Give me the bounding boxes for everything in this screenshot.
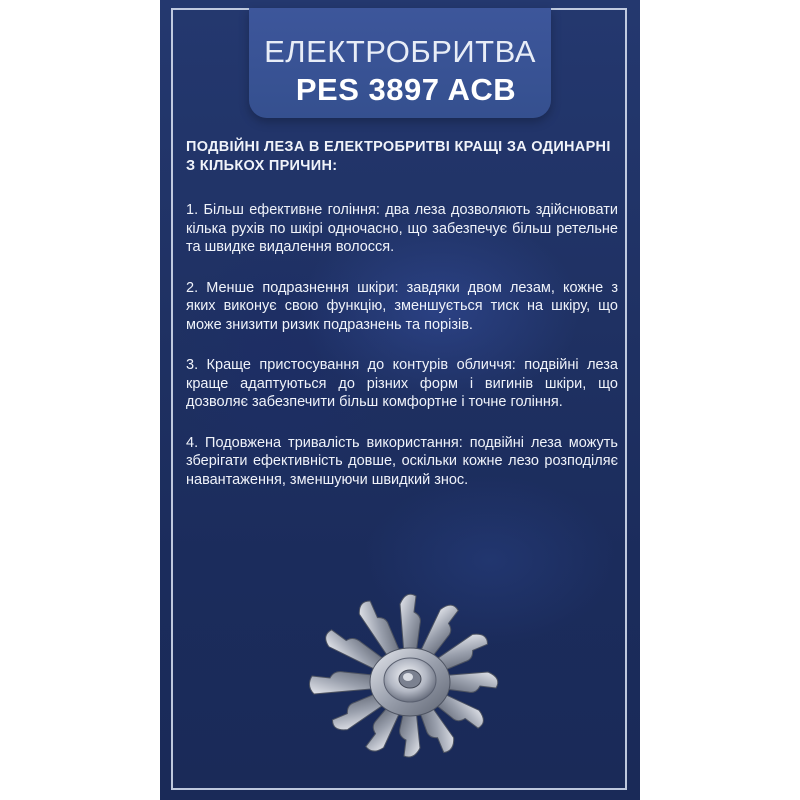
section-heading: ПОДВІЙНІ ЛЕЗА В ЕЛЕКТРОБРИТВІ КРАЩІ ЗА ОДИНАРНІ З КІЛЬКОХ ПРИЧИН: xyxy=(186,139,611,174)
description-text xyxy=(186,138,618,511)
point-4: 4. Подовжена тривалість використання: подвійні леза можуть зберігати ефективність довше, оскільки кожне лезо розподіляє навантаження, зменшуючи швидкий знос. xyxy=(186,434,618,488)
model-title: PES 3897 ACB xyxy=(295,72,517,107)
blade-cutter-image xyxy=(300,580,520,770)
point-3: 3. Краще пристосування до контурів обличчя: подвійні леза краще адаптуються до різних форм і вигинів шкіри, що дозволяє забезпечити більш комфортне і точне гоління. xyxy=(186,357,618,410)
title-banner xyxy=(249,8,551,118)
title-line-1: ЕЛЕКТРОБРИТВА xyxy=(264,34,536,69)
point-2: 2. Менше подразнення шкіри: завдяки двом лезам, кожне з яких виконує свою функцію, зменшується тиск на шкіру, що може знизити ризик подразнень та порізів. xyxy=(186,279,618,333)
point-1: 1. Більш ефективне гоління: два леза дозволяють здійснювати кілька рухів по шкірі одночасно, що забезпечує більш ретельне та швидке видалення волосся. xyxy=(186,202,618,255)
product-card xyxy=(160,0,640,800)
blade-cutter-icon xyxy=(300,580,520,770)
